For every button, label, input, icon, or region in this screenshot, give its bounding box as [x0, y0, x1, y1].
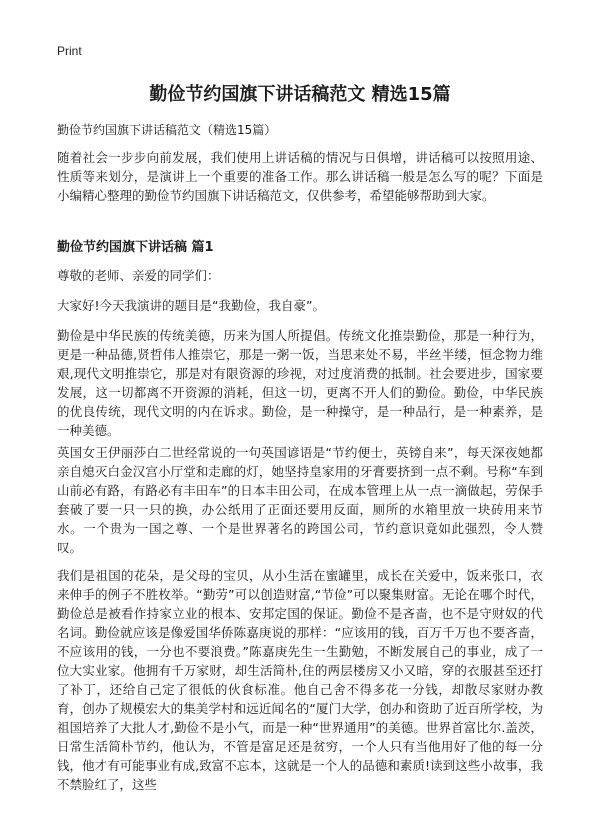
opening-line: 大家好!今天我演讲的题目是“我勤俭，我自豪”。: [57, 298, 325, 313]
section-title: 勤俭节约国旗下讲话稿 篇1: [57, 240, 214, 255]
body-paragraph-1: 勤俭是中华民族的传统美德，历来为国人所提倡。传统文化推崇勤俭，那是一种行为，更是一种品德,贤哲伟人推崇它，那是一粥一饭，当思来处不易，半丝半缕，恒念物力维艰,现代文明推崇它，那是对有限资源的珍视，对过度消费的抵制。社会要进步，国家要发展，这一切都离不开资源的消耗，但这一切，更离不开人们的勤俭。勤俭，中华民族的优良传统，现代文明的内在诉求。勤俭，是一种操守，是一种品行，是一种素养，是一种美德。: [57, 328, 543, 438]
document-subtitle: 勤俭节约国旗下讲话稿范文（精选15篇）: [57, 123, 277, 137]
body-paragraph-2: 英国女王伊丽莎白二世经常说的一句英国谚语是“节约便士，英镑自来”，每天深夜她都亲自熄灭白金汉宫小厅堂和走廊的灯，她坚持皇家用的牙膏要挤到一点不剩。号称“车到山前必有路，有路必有丰田车”的日本丰田公司，在成本管理上从一点一滴做起，劳保手套破了要一只一只的换，办公纸用了正面还要用反面，厕所的水箱里放一块砖用来节水。一个贵为一国之尊、一个是世界著名的跨国公司，节约意识竟如此强烈，令人赞叹。: [57, 445, 543, 555]
greeting-line: 尊敬的老师、亲爱的同学们：: [57, 268, 220, 283]
intro-paragraph: 随着社会一步步向前发展，我们使用上讲话稿的情况与日俱增，讲话稿可以按照用途、性质等来划分，是演讲上一个重要的准备工作。那么讲话稿一般是怎么写的呢？下面是小编精心整理的勤俭节约国旗下讲话稿范文，仅供参考，希望能够帮助到大家。: [57, 150, 543, 203]
document-title: 勤俭节约国旗下讲话稿范文 精选15篇: [149, 84, 451, 105]
body-paragraph-3: 我们是祖国的花朵，是父母的宝贝，从小生活在蜜罐里，成长在关爱中，饭来张口，衣来伸手的例子不胜枚举。“勤劳”可以创造财富,“节俭”可以聚集财富。无论在哪个时代，勤俭总是被看作持家立业的根本、安邦定国的保证。勤俭不是吝啬，也不是守财奴的代名词。勤俭就应该是像爱国华侨陈嘉庚说的那样：“应该用的钱，百万千万也不要吝啬，不应该用的钱，一分也不要浪费。”陈嘉庚先生一生勤勉，不断发展自己的事业，成了一位大实业家。他拥有千万家财，却生活简朴,住的两层楼房又小又暗，穿的衣服甚至还打了补丁，还给自己定了很低的伙食标准。他自己舍不得多花一分钱，却散尽家财办教育，创办了规模宏大的集美学村和远近闻名的“厦门大学，创办和资助了近百所学校，为祖国培养了大批人才,勤俭不是小气，而是一种“世界通用”的美德。世界首富比尔.盖茨，日常生活简朴节约，他认为，不管是富足还是贫穷，一个人只有当他用好了他的每一分钱，他才有可能事业有成,致富不忘本，这就是一个人的品德和素质!读到这些小故事，我不禁脸红了，这些: [57, 568, 543, 792]
print-link[interactable]: Print: [57, 44, 82, 58]
